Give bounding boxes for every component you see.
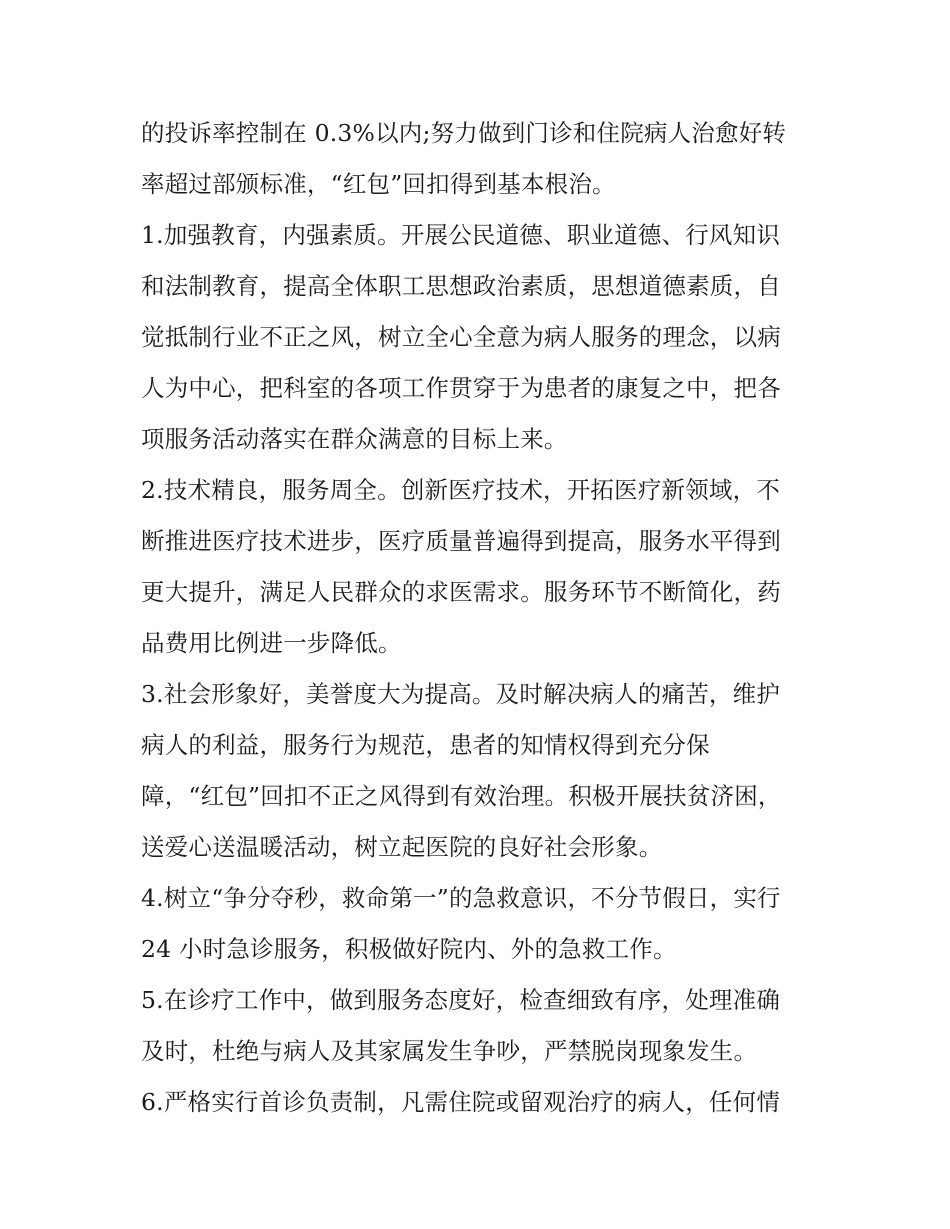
text-line: 更大提升，满足人民群众的求医需求。服务环节不断简化，药 (141, 578, 781, 606)
text-line: 项服务活动落实在群众满意的目标上来。 (141, 425, 568, 453)
text-line: 障，“红包”回扣不正之风得到有效治理。积极开展扶贫济困， (141, 782, 782, 810)
text-line: 1.加强教育，内强素质。开展公民道德、职业道德、行风知识 (141, 221, 781, 249)
text-line: 断推进医疗技术进步，医疗质量普遍得到提高，服务水平得到 (141, 527, 781, 555)
text-line: 24 小时急诊服务，积极做好院内、外的急救工作。 (141, 935, 677, 963)
text-line: 品费用比例进一步降低。 (141, 629, 402, 657)
text-line: 人为中心，把科室的各项工作贯穿于为患者的康复之中，把各 (141, 374, 781, 402)
text-line: 6.严格实行首诊负责制，凡需住院或留观治疗的病人，任何情 (141, 1088, 781, 1116)
text-line: 2.技术精良，服务周全。创新医疗技术，开拓医疗新领域，不 (141, 476, 781, 504)
text-line: 病人的利益，服务行为规范，患者的知情权得到充分保 (141, 731, 710, 759)
text-line: 的投诉率控制在 0.3%以内;努力做到门诊和住院病人治愈好转 (141, 119, 787, 147)
text-line: 率超过部颁标准，“红包”回扣得到基本根治。 (141, 170, 616, 198)
text-line: 5.在诊疗工作中，做到服务态度好，检查细致有序，处理准确 (141, 986, 781, 1014)
text-line: 觉抵制行业不正之风，树立全心全意为病人服务的理念，以病 (141, 323, 781, 351)
text-line: 4.树立“争分夺秒，救命第一”的急救意识，不分节假日，实行 (141, 884, 781, 912)
text-line: 送爱心送温暖活动，树立起医院的良好社会形象。 (141, 833, 663, 861)
text-line: 及时，杜绝与病人及其家属发生争吵，严禁脱岗现象发生。 (141, 1037, 758, 1065)
document-body (141, 108, 821, 1128)
text-line: 3.社会形象好，美誉度大为提高。及时解决病人的痛苦，维护 (141, 680, 781, 708)
text-line: 和法制教育，提高全体职工思想政治素质，思想道德素质，自 (141, 272, 781, 300)
